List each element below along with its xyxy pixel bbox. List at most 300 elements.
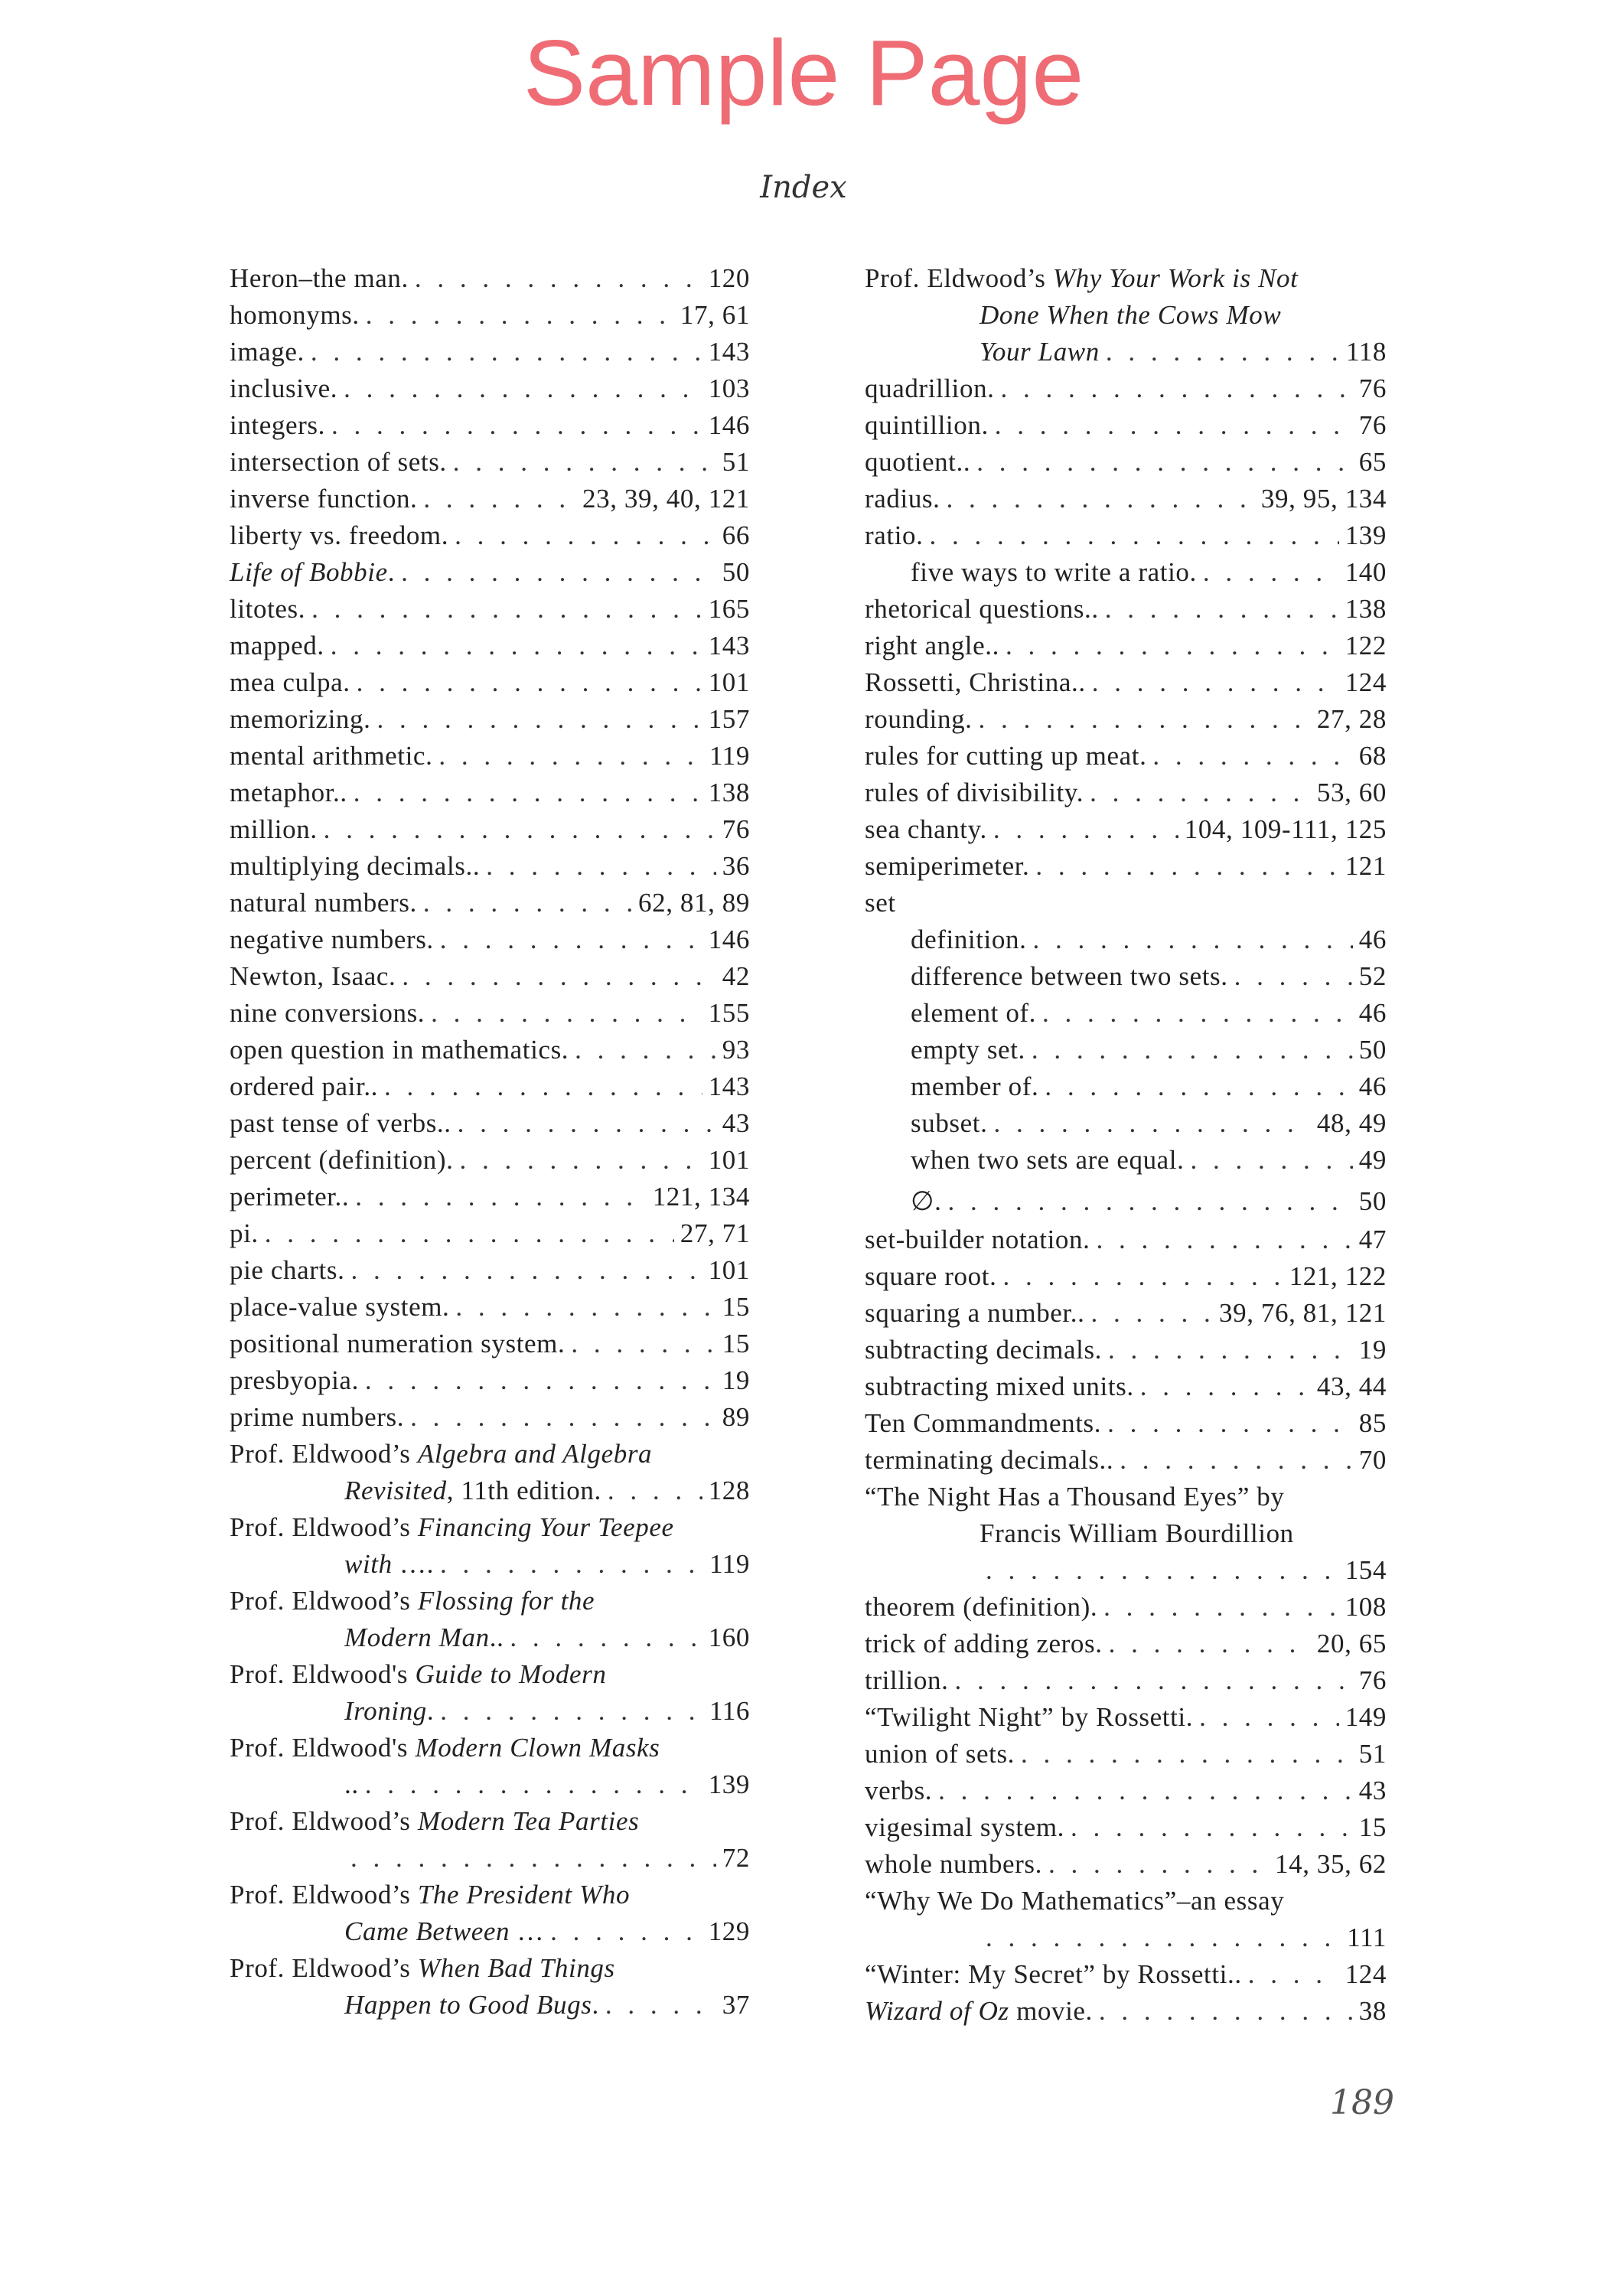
index-entry-label [980, 1515, 1294, 1552]
index-entry [230, 885, 750, 921]
dot-leader [1199, 1699, 1339, 1736]
index-entry [230, 1913, 750, 1950]
index-entry [865, 1773, 1387, 1809]
index-entry [230, 1142, 750, 1179]
dot-leader [930, 517, 1339, 554]
index-entry-label [980, 297, 1281, 334]
index-entry-label [344, 1473, 601, 1509]
index-entry [230, 848, 750, 885]
index-entry-text: squaring a number.. [865, 1298, 1085, 1328]
index-entry-text: million. [230, 814, 318, 844]
dot-leader [365, 1766, 702, 1803]
dot-leader [1035, 848, 1338, 885]
index-entry-title: Flossing for the [417, 1586, 595, 1616]
index-entry-text: Modern Man [344, 1623, 490, 1652]
index-entry-label [230, 1105, 451, 1142]
index-entry-text: mea culpa. [230, 667, 350, 697]
index-entry-prefix: Prof. Eldwood’s [230, 1512, 418, 1542]
index-entry-label [865, 1295, 1084, 1332]
index-entry-label [865, 1773, 932, 1809]
index-entry [865, 370, 1387, 407]
index-entry [865, 1479, 1387, 1515]
index-entry-text: rhetorical questions.. [865, 594, 1099, 624]
index-entry-pages: 51 [722, 447, 750, 477]
dot-leader [1109, 1626, 1311, 1662]
index-entry-pages: 139 [1345, 520, 1387, 550]
index-entry-text: quotient.. [865, 447, 971, 477]
index-entry [230, 1105, 750, 1142]
index-entry-text: liberty vs. freedom. [230, 520, 449, 550]
index-entry-text: rules of divisibility. [865, 778, 1084, 807]
index-entry [230, 1693, 750, 1730]
index-entry [230, 1583, 750, 1619]
dot-leader [331, 407, 702, 444]
index-entry-title: Modern Tea Parties [417, 1806, 640, 1836]
dot-leader [265, 1215, 674, 1252]
dot-leader [1190, 1142, 1352, 1179]
index-entry-pages: 111 [1347, 1923, 1387, 1952]
index-entry [230, 1619, 750, 1656]
dot-leader [1042, 995, 1353, 1032]
index-column-right [865, 260, 1387, 2030]
dot-leader [440, 921, 702, 958]
dot-leader [365, 1362, 716, 1399]
index-entry-label [230, 1803, 639, 1840]
dot-leader [350, 1252, 702, 1289]
index-entry-text: presbyopia. [230, 1365, 359, 1395]
index-entry [230, 1252, 750, 1289]
index-entry-text: semiperimeter. [865, 851, 1030, 881]
index-entry [865, 628, 1387, 664]
dot-leader [486, 848, 716, 885]
index-entry-suffix: . [387, 557, 396, 587]
index-entry-pages: 128 [708, 1476, 750, 1505]
index-entry-label [911, 995, 1036, 1032]
index-entry-text: when two sets are equal. [911, 1145, 1185, 1175]
index-entry-suffix: movie. [1009, 1996, 1093, 2026]
index-entry-pages: 143 [708, 631, 750, 660]
dot-leader [1248, 1956, 1339, 1993]
dot-leader [1002, 1258, 1283, 1295]
index-entry [865, 885, 1387, 921]
dot-leader [1234, 958, 1353, 995]
index-entry-label [865, 1662, 948, 1699]
index-entry-pages: 146 [708, 410, 750, 440]
index-entry-label [230, 701, 370, 738]
index-entry-text: verbs. [865, 1776, 933, 1805]
dot-leader [954, 1662, 1352, 1699]
index-entry-pages: 20, 65 [1316, 1629, 1387, 1658]
index-entry-title: Financing Your Teepee [417, 1512, 674, 1542]
index-entry-label [865, 1368, 1134, 1405]
index-entry-suffix: …. [392, 1549, 435, 1579]
dot-leader [376, 701, 702, 738]
index-heading: Index [760, 170, 847, 205]
index-entry [865, 1552, 1387, 1589]
index-entry-label [230, 1583, 595, 1619]
index-entry-pages: 121, 134 [652, 1182, 750, 1212]
index-entry [865, 1179, 1387, 1221]
index-entry-label [230, 1950, 615, 1987]
index-entry [865, 260, 1387, 297]
index-entry-text: set-builder notation. [865, 1225, 1090, 1254]
index-entry-pages: 62, 81, 89 [638, 888, 750, 918]
index-entry-pages: 36 [722, 851, 750, 881]
index-entry-label [230, 481, 417, 517]
index-entry [230, 517, 750, 554]
index-entry-label [230, 517, 448, 554]
index-entry-pages: 165 [708, 594, 750, 624]
index-entry-text: Heron–the man. [230, 263, 409, 293]
index-entry-label [230, 334, 305, 370]
dot-leader [455, 517, 716, 554]
index-entry-pages: 43, 44 [1316, 1371, 1387, 1401]
index-entry-label [230, 1326, 565, 1362]
index-entry-pages: 89 [722, 1402, 750, 1432]
index-entry [230, 407, 750, 444]
dot-leader [1152, 738, 1352, 775]
index-entry-pages: 27, 28 [1316, 704, 1387, 734]
index-entry-text: sea chanty. [865, 814, 987, 844]
dot-leader [455, 1289, 715, 1326]
index-entry-text: mapped. [230, 631, 324, 660]
index-entry [865, 1626, 1387, 1662]
index-entry-pages: 51 [1358, 1739, 1387, 1769]
index-entry-text: trick of adding zeros. [865, 1629, 1103, 1658]
index-entry [865, 848, 1387, 885]
index-entry [865, 1809, 1387, 1846]
index-entry-text: quintillion. [865, 410, 989, 440]
index-entry-label [865, 260, 1298, 297]
index-entry-label [865, 517, 924, 554]
index-entry [865, 1883, 1387, 1919]
index-entry-prefix: Prof. Eldwood’s [230, 1586, 418, 1616]
index-entry [230, 775, 750, 811]
index-entry [230, 1656, 750, 1693]
index-entry-text: intersection of sets. [230, 447, 447, 477]
index-entry-pages: 76 [722, 814, 750, 844]
index-entry-pages: 154 [1345, 1555, 1387, 1585]
index-entry-label [230, 1362, 359, 1399]
index-entry [865, 1699, 1387, 1736]
index-entry-label [230, 664, 350, 701]
dot-leader [458, 1105, 716, 1142]
dot-leader [311, 334, 702, 370]
index-entry-text: Wizard of Oz [865, 1996, 1009, 2026]
index-entry-text: radius. [865, 484, 940, 514]
index-entry-pages: 108 [1345, 1592, 1387, 1622]
index-entry-text: multiplying decimals.. [230, 851, 481, 881]
index-entry-label [230, 1436, 652, 1473]
index-entry-prefix: Prof. Eldwood’s [865, 263, 1053, 293]
index-entry [230, 1436, 750, 1473]
index-entry [865, 1956, 1387, 1993]
index-entry [230, 1546, 750, 1583]
index-entry-text: Came Between [344, 1916, 510, 1946]
index-entry-text: “Why We Do Mathematics”–an essay [865, 1886, 1285, 1916]
index-entry-label [865, 628, 999, 664]
index-entry [865, 1142, 1387, 1179]
index-entry-label [230, 1399, 404, 1436]
index-entry-suffix: . [426, 1696, 435, 1726]
index-entry-label [230, 444, 447, 481]
index-entry [865, 1662, 1387, 1699]
index-entry [230, 1509, 750, 1546]
index-entry-label [230, 885, 417, 921]
index-entry-suffix: , 11th edition. [446, 1476, 601, 1505]
dot-leader [1099, 1993, 1353, 2030]
index-entry-text: litotes. [230, 594, 306, 624]
dot-leader [1105, 591, 1339, 628]
index-entry-pages: 118 [1345, 337, 1387, 367]
index-entry-text: Revisited [344, 1476, 447, 1505]
index-entry [230, 1987, 750, 2024]
index-entry [230, 1068, 750, 1105]
index-entry-text: Francis William Bourdillion [980, 1518, 1294, 1548]
index-entry-pages: 93 [722, 1035, 750, 1065]
index-entry-text: perimeter.. [230, 1182, 350, 1212]
index-entry-title: When Bad Things [417, 1953, 615, 1983]
index-entry [865, 1221, 1387, 1258]
index-entry [865, 1295, 1387, 1332]
index-entry-text: subset. [911, 1108, 988, 1138]
index-entry-pages: 101 [708, 1255, 750, 1285]
index-entry-label [865, 1479, 1285, 1515]
index-entry-label [230, 407, 325, 444]
index-entry-label [980, 334, 1100, 370]
index-entry-pages: 120 [708, 263, 750, 293]
dot-leader [1096, 1221, 1352, 1258]
index-entry [230, 738, 750, 775]
dot-leader [402, 958, 715, 995]
index-entry-pages: 46 [1358, 1071, 1387, 1101]
index-entry-text: pi. [230, 1218, 259, 1248]
index-entry-text: memorizing. [230, 704, 371, 734]
dot-leader [575, 1032, 716, 1068]
index-entry-text: quadrillion. [865, 373, 995, 403]
index-entry-label [230, 1252, 344, 1289]
index-entry [865, 444, 1387, 481]
dot-leader [1140, 1368, 1311, 1405]
index-entry-text: rounding. [865, 704, 973, 734]
index-entry-pages: 42 [722, 961, 750, 991]
index-entry-text: Life of Bobbie [230, 557, 388, 587]
index-entry-text: ∅. [911, 1186, 942, 1216]
index-entry-label [911, 1032, 1025, 1068]
index-entry-text: nine conversions. [230, 998, 425, 1028]
dot-leader [979, 701, 1311, 738]
index-entry-text: trillion. [865, 1665, 949, 1695]
index-entry-pages: 103 [708, 373, 750, 403]
index-entry-pages: 70 [1358, 1445, 1387, 1475]
index-entry-text: place-value system. [230, 1292, 450, 1322]
index-entry [230, 1032, 750, 1068]
index-entry-title: Algebra and Algebra [417, 1439, 653, 1469]
index-entry-suffix: .. [489, 1623, 504, 1652]
index-entry [230, 481, 750, 517]
index-entry-label [865, 738, 1146, 775]
dot-leader [938, 1773, 1353, 1809]
index-entry-title: The President Who [417, 1880, 631, 1910]
dot-leader [993, 811, 1178, 848]
index-entry-pages: 72 [722, 1843, 750, 1873]
index-entry-label [865, 1736, 1015, 1773]
index-entry-label [865, 1332, 1102, 1368]
index-entry-label [230, 995, 425, 1032]
index-entry-text: negative numbers. [230, 925, 434, 954]
index-entry-text: image. [230, 337, 305, 367]
index-entry-label [230, 958, 396, 995]
index-entry-label [911, 554, 1197, 591]
index-entry [865, 554, 1387, 591]
dot-leader [1108, 1332, 1353, 1368]
index-entry [230, 1326, 750, 1362]
dot-leader [438, 738, 703, 775]
dot-leader [324, 811, 716, 848]
index-entry-pages: 121, 122 [1289, 1261, 1387, 1291]
index-entry-prefix: Prof. Eldwood’s [230, 1880, 418, 1910]
dot-leader [976, 444, 1353, 481]
index-entry-label [344, 1913, 544, 1950]
dot-leader [440, 1546, 703, 1583]
index-entry-text: union of sets. [865, 1739, 1015, 1769]
index-entry-pages: 43 [722, 1108, 750, 1138]
index-entry-pages: 157 [708, 704, 750, 734]
dot-leader [605, 1987, 716, 2024]
dot-leader [331, 628, 702, 664]
index-entry-label [230, 370, 337, 407]
dot-leader [1090, 1295, 1213, 1332]
index-entry [230, 1950, 750, 1987]
dot-leader [423, 885, 632, 921]
dot-leader [1071, 1809, 1353, 1846]
index-entry-text: five ways to write a ratio. [911, 557, 1197, 587]
index-entry-label [230, 1142, 453, 1179]
dot-leader [1032, 921, 1352, 958]
index-entry-pages: 15 [722, 1329, 750, 1358]
index-entry [230, 1473, 750, 1509]
dot-leader [1045, 1068, 1352, 1105]
dot-leader [1203, 554, 1339, 591]
index-entry-text: square root. [865, 1261, 997, 1291]
index-entry [865, 1068, 1387, 1105]
index-entry-title: Guide to Modern [415, 1659, 607, 1689]
dot-leader [459, 1142, 702, 1179]
index-entry-label [865, 1956, 1242, 1993]
index-entry [865, 1919, 1387, 1956]
index-entry-pages: 19 [1358, 1335, 1387, 1365]
index-entry-pages: 155 [708, 998, 750, 1028]
index-entry-label [865, 1405, 1101, 1442]
index-entry [230, 1766, 750, 1803]
index-entry-pages: 160 [708, 1623, 750, 1652]
index-entry [865, 1105, 1387, 1142]
index-entry-label [865, 1626, 1103, 1662]
index-entry-pages: 23, 39, 40, 121 [582, 484, 750, 514]
index-entry-pages: 143 [708, 337, 750, 367]
index-entry-label [865, 848, 1029, 885]
index-entry-text: subtracting decimals. [865, 1335, 1103, 1365]
index-entry-label [865, 664, 1086, 701]
index-entry [230, 1179, 750, 1215]
index-entry [230, 921, 750, 958]
index-entry-label [230, 921, 434, 958]
dot-leader [1120, 1442, 1353, 1479]
index-entry [230, 1730, 750, 1766]
index-entry-label [344, 1546, 434, 1583]
dot-leader [1090, 775, 1311, 811]
dot-leader [453, 444, 716, 481]
dot-leader [355, 1179, 646, 1215]
index-entry-suffix: . [592, 1990, 599, 2020]
index-entry [865, 1405, 1387, 1442]
index-entry-pages: 149 [1345, 1702, 1387, 1732]
index-entry-label [911, 1105, 987, 1142]
index-entry [865, 1442, 1387, 1479]
index-entry-label [230, 811, 318, 848]
dot-leader [1032, 1032, 1353, 1068]
index-entry-text: metaphor.. [230, 778, 347, 807]
index-entry-text: inclusive. [230, 373, 338, 403]
index-entry-label [230, 1179, 349, 1215]
index-entry [230, 958, 750, 995]
index-entry [865, 1332, 1387, 1368]
index-entry [865, 1846, 1387, 1883]
index-entry-text: right angle.. [865, 631, 999, 660]
index-entry-label [865, 591, 1099, 628]
index-entry-text: ratio. [865, 520, 924, 550]
index-entry-pages: 119 [709, 1549, 750, 1579]
dot-leader [357, 664, 702, 701]
index-entry [865, 1515, 1387, 1552]
sample-page-watermark: Sample Page [523, 21, 1084, 125]
index-entry-label [911, 958, 1228, 995]
dot-leader [1001, 370, 1353, 407]
index-entry [865, 1993, 1387, 2030]
index-entry [865, 921, 1387, 958]
dot-leader [344, 370, 702, 407]
index-entry-pages: 37 [722, 1990, 750, 2020]
index-entry-pages: 14, 35, 62 [1275, 1849, 1387, 1879]
index-entry-text: “Winter: My Secret” by Rossetti.. [865, 1959, 1242, 1989]
index-entry-prefix: Prof. Eldwood’s [230, 1439, 418, 1469]
index-entry-label [230, 1509, 674, 1546]
index-entry-text: open question in mathematics. [230, 1035, 569, 1065]
dot-leader [354, 775, 702, 811]
index-entry-label [865, 1258, 996, 1295]
index-entry-pages: 139 [708, 1769, 750, 1799]
index-entry-pages: 43 [1358, 1776, 1387, 1805]
index-entry-pages: 15 [722, 1292, 750, 1322]
index-entry-text: integers. [230, 410, 325, 440]
index-entry [230, 628, 750, 664]
index-entry-text: ordered pair.. [230, 1071, 379, 1101]
index-entry-text: whole numbers. [865, 1849, 1042, 1879]
page-number: 189 [1330, 2083, 1394, 2122]
index-entry-label [865, 775, 1084, 811]
index-entry-label [911, 1068, 1038, 1105]
index-entry-text: subtracting mixed units. [865, 1371, 1134, 1401]
index-entry-text: theorem (definition). [865, 1592, 1098, 1622]
index-entry [230, 811, 750, 848]
index-entry-pages: 104, 109-111, 125 [1184, 814, 1387, 844]
index-entry-pages: 121 [1345, 851, 1387, 881]
index-entry [865, 811, 1387, 848]
index-entry-text: pie charts. [230, 1255, 345, 1285]
index-entry-text: member of. [911, 1071, 1039, 1101]
index-entry-label [230, 628, 324, 664]
dot-leader [311, 591, 702, 628]
